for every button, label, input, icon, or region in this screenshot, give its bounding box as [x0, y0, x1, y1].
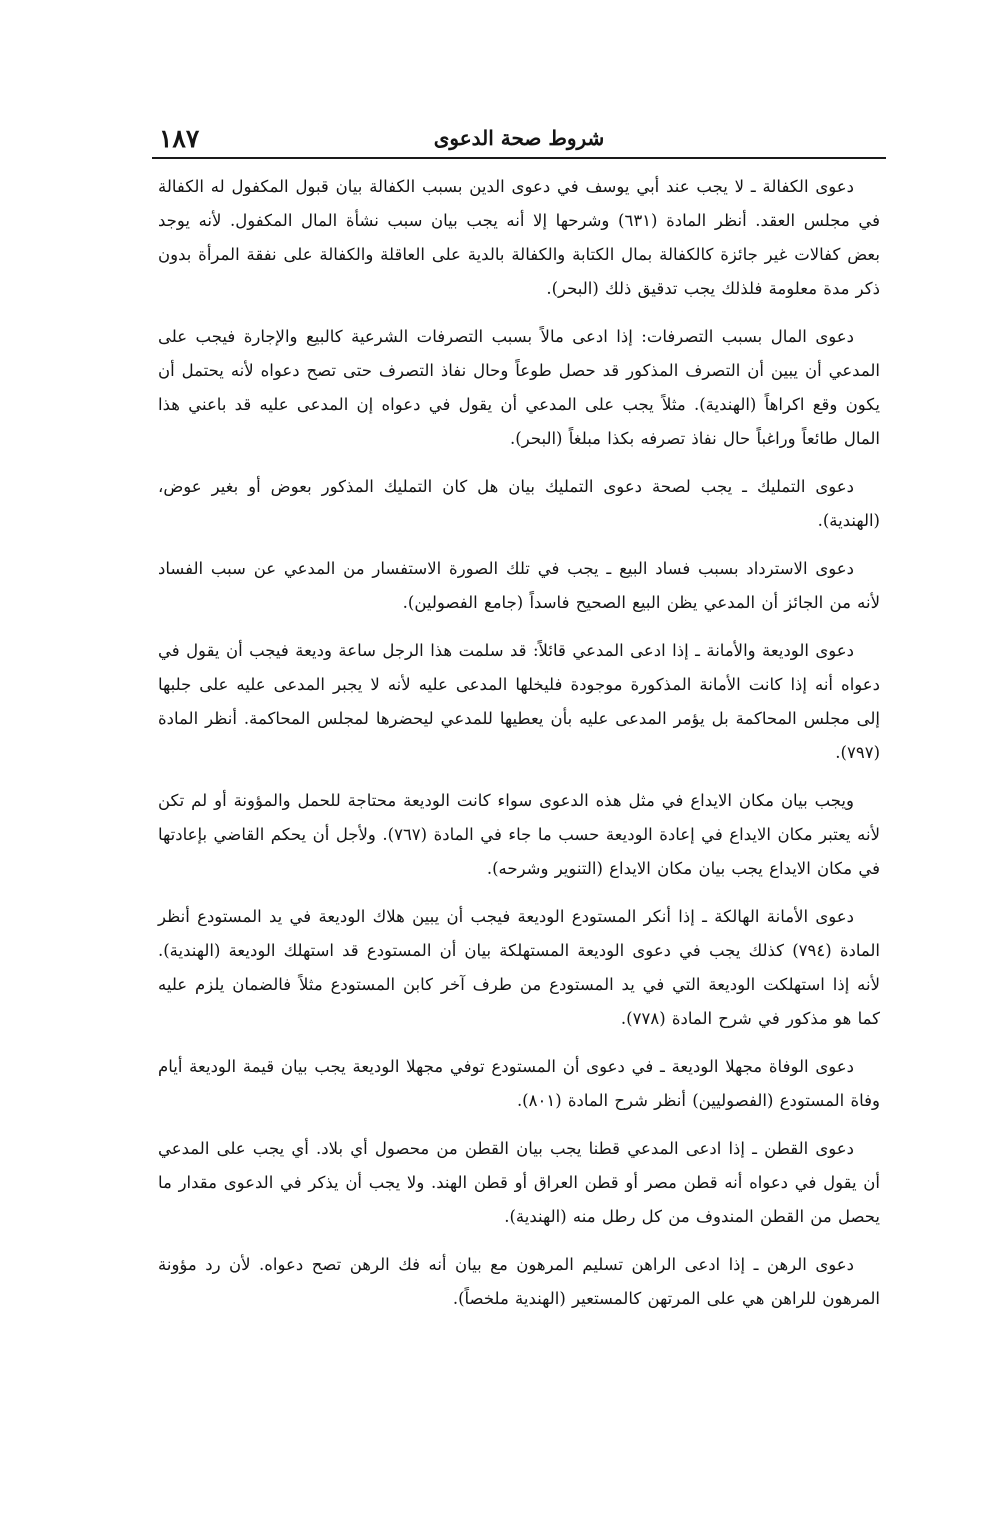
paragraph-makan-al-idaa: ويجب بيان مكان الايداع في مثل هذه الدعوى سواء كانت الوديعة محتاجة للحمل والمؤونة أو لم تكن لأنه يعتبر مكان الايداع في إعادة الوديعة حسب ما جاء في المادة (٧٦٧). ولأجل أن يحكم القاضي بإعادتها في مكان الايداع يجب بيان مكان الايداع (التنوير وشرحه). [158, 791, 880, 878]
paragraph-qutn: دعوى القطن ـ إذا ادعى المدعي قطنا يجب بيان القطن من محصول أي بلاد. أي يجب على المدعي أن يقول في دعواه أنه قطن مصر أو قطن العراق أو قطن الهند. ولا يجب أن يذكر في الدعوى مقدار ما يحصل من القطن المندوف من كل رطل منه (الهندية). [158, 1139, 880, 1226]
page-number: ١٨٧ [159, 124, 200, 153]
paragraph-tasarrufat: دعوى المال بسبب التصرفات: إذا ادعى مالاً بسبب التصرفات الشرعية كالبيع والإجارة فيجب على المدعي أن يبين أن التصرف المذكور قد حصل طوعاً وحال نفاذ التصرف حتى تصح دعواه لأنه يحتمل أن يكون وقع اكراهاً (الهندية). مثلاً يجب على المدعي أن يقول في دعواه إن المدعى عليه قد باعني هذا المال طائعاً وراغباً حال نفاذ تصرفه بكذا مبلغاً (البحر). [158, 327, 880, 448]
paragraph-istirdad: دعوى الاسترداد بسبب فساد البيع ـ يجب في تلك الصورة الاستفسار من المدعي عن سبب الفساد لأنه من الجائز أن المدعي يظن البيع الصحيح فاسداً (جامع الفصولين). [158, 559, 880, 612]
paragraph-tamlik: دعوى التمليك ـ يجب لصحة دعوى التمليك بيان هل كان التمليك المذكور بعوض أو بغير عوض، (الهندية). [158, 477, 880, 530]
paragraph-rahn: دعوى الرهن ـ إذا ادعى الراهن تسليم المرهون مع بيان أنه فك الرهن تصح دعواه. لأن رد مؤونة المرهون للراهن هي على المرتهن كالمستعير (الهندية ملخصاً). [158, 1255, 880, 1308]
header-divider [152, 157, 886, 159]
body-text [158, 170, 880, 1330]
running-title: شروط صحة الدعوى [433, 126, 605, 150]
paragraph-wadia: دعوى الوديعة والأمانة ـ إذا ادعى المدعي قائلاً: قد سلمت هذا الرجل ساعة وديعة فيجب أن يقول في دعواه أنه إذا كانت الأمانة المذكورة موجودة فليخلها المدعى عليه لأنه لا يجبر المدعى عليه على جلبها إلى مجلس المحاكمة بل يؤمر المدعى عليه بأن يعطيها للمدعي ليحضرها لمجلس المحاكمة. أنظر المادة (٧٩٧). [158, 641, 880, 762]
paragraph-amana-halika: دعوى الأمانة الهالكة ـ إذا أنكر المستودع الوديعة فيجب أن يبين هلاك الوديعة في يد المستودع أنظر المادة (٧٩٤) كذلك يجب في دعوى الوديعة المستهلكة بيان أن المستودع قد استهلك الوديعة (الهندية). لأنه إذا استهلكت الوديعة التي في يد المستودع من طرف آخر كابن المستودع مثلاً فالضمان يلزم عليه كما هو مذكور في شرح المادة (٧٧٨). [158, 907, 881, 1028]
paragraph-wafat-mujhilan: دعوى الوفاة مجهلا الوديعة ـ في دعوى أن المستودع توفي مجهلا الوديعة يجب بيان قيمة الوديعة أيام وفاة المستودع (الفصوليين) أنظر شرح المادة (٨٠١). [158, 1057, 880, 1110]
paragraph-kafala: دعوى الكفالة ـ لا يجب عند أبي يوسف في دعوى الدين بسبب الكفالة بيان قبول المكفول له الكفالة في مجلس العقد. أنظر المادة (٦٣١) وشرحها إلا أنه يجب بيان سبب نشأة المال المكفول. لأنه يوجد بعض كفالات غير جائزة كالكفالة بمال الكتابة والكفالة بالدية على العاقلة والكفالة على نفقة المرأة بدون ذكر مدة معلومة فلذلك يجب تدقيق ذلك (البحر). [158, 177, 880, 298]
page-header [155, 124, 883, 158]
